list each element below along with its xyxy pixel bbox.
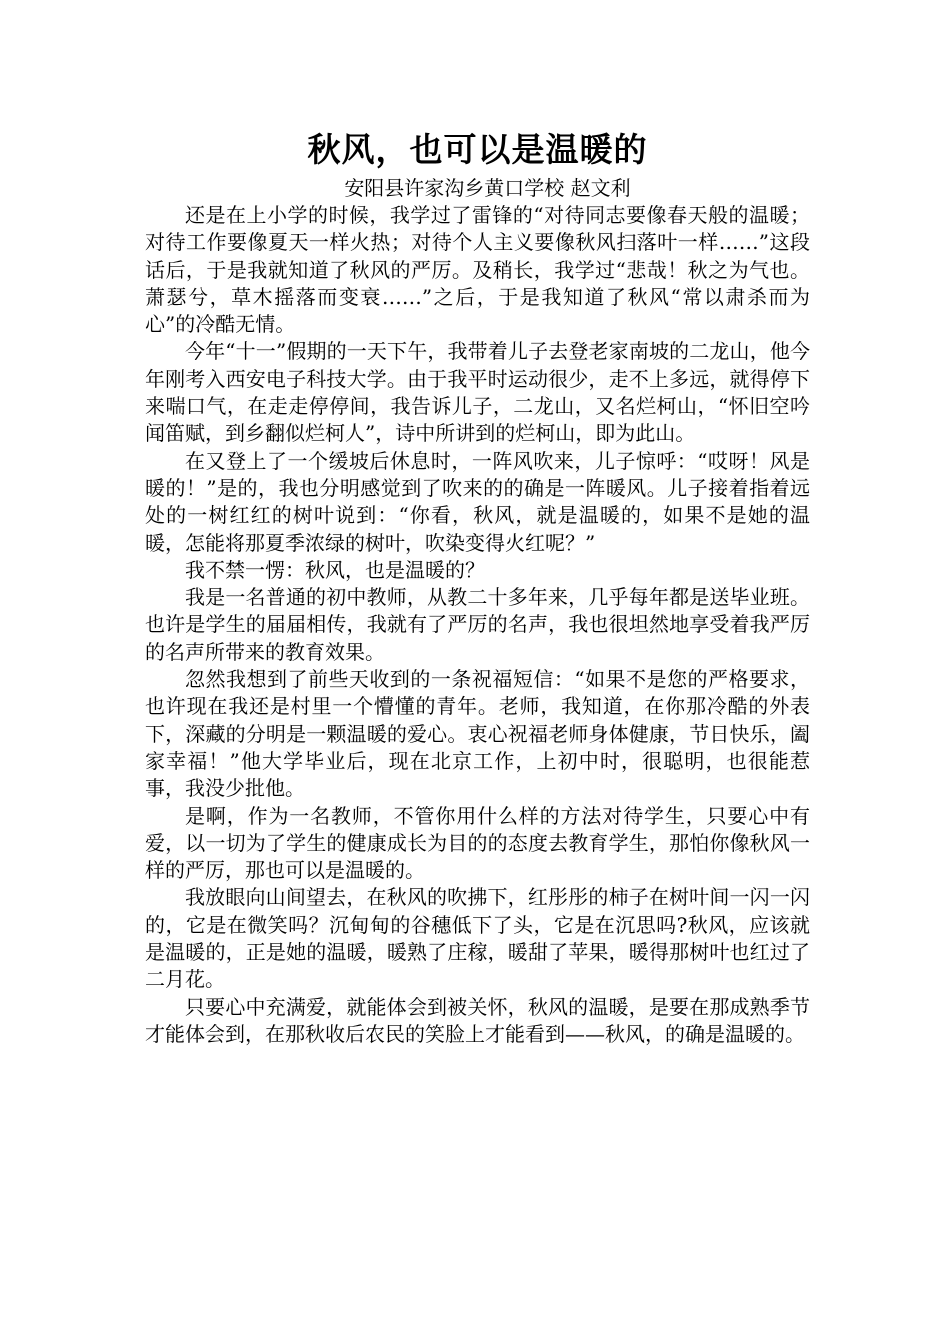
paragraph-6: 忽然我想到了前些天收到的一条祝福短信：“如果不是您的严格要求，也许现在我还是村里一个懵懂的青年。老师，我知道，在你那冷酷的外表下，深藏的分明是一颗温暖的爱心。衷心祝福老师身体健康，节日快乐，阖家幸福！”他大学毕业后，现在北京工作，上初中时，很聪明，也很能惹事，我没少批他。	[145, 667, 810, 801]
paragraph-7: 是啊，作为一名教师，不管你用什么样的方法对待学生，只要心中有爱，以一切为了学生的健康成长为目的的态度去教育学生，那怕你像秋风一样的严厉，那也可以是温暖的。	[145, 803, 810, 883]
paragraph-4: 我不禁一愣：秋风，也是温暖的？	[185, 557, 485, 582]
author-byline: 安阳县许家沟乡黄口学校 赵文利	[344, 176, 631, 200]
paragraph-5: 我是一名普通的初中教师，从教二十多年来，几乎每年都是送毕业班。也许是学生的届届相传，我就有了严厉的名声，我也很坦然地享受着我严厉的名声所带来的教育效果。	[145, 585, 810, 664]
paragraph-9: 只要心中充满爱，就能体会到被关怀，秋风的温暖，是要在那成熟季节才能体会到，在那秋收后农民的笑脸上才能看到——秋风，的确是温暖的。	[145, 994, 810, 1046]
paragraph-2: 今年“十一”假期的一天下午，我带着儿子去登老家南坡的二龙山，他今年刚考入西安电子科技大学。由于我平时运动很少，走不上多远，就得停下来喘口气，在走走停停间，我告诉儿子，二龙山，又名烂柯山，“怀旧空吟闻笛赋，到乡翻似烂柯人”，诗中所讲到的烂柯山，即为此山。	[145, 339, 810, 446]
paragraph-3: 在又登上了一个缓坡后休息时，一阵风吹来，儿子惊呼：“哎呀！风是暖的！”是的，我也分明感觉到了吹来的的确是一阵暖风。儿子接着指着远处的一树红红的树叶说到：“你看，秋风，就是温暖的，如果不是她的温暖，怎能将那夏季浓绿的树叶，吹染变得火红呢？”	[145, 448, 810, 555]
article	[145, 128, 810, 1048]
article-title: 秋风，也可以是温暖的	[307, 130, 648, 169]
paragraph-1: 还是在上小学的时候，我学过了雷锋的“对待同志要像春天般的温暖；对待工作要像夏天一样火热；对待个人主义要像秋风扫落叶一样……”这段话后，于是我就知道了秋风的严厉。及稍长，我学过“悲哉！秋之为气也。萧瑟兮，草木摇落而变衰……”之后，于是我知道了秋风“常以肃杀而为心”的冷酷无情。	[145, 203, 810, 337]
paragraph-8: 我放眼向山间望去，在秋风的吹拂下，红彤彤的柿子在树叶间一闪一闪的，它是在微笑吗？沉甸甸的谷穗低下了头，它是在沉思吗?秋风，应该就是温暖的，正是她的温暖，暖熟了庄稼，暖甜了苹果，暖得那树叶也红过了二月花。	[145, 885, 810, 992]
